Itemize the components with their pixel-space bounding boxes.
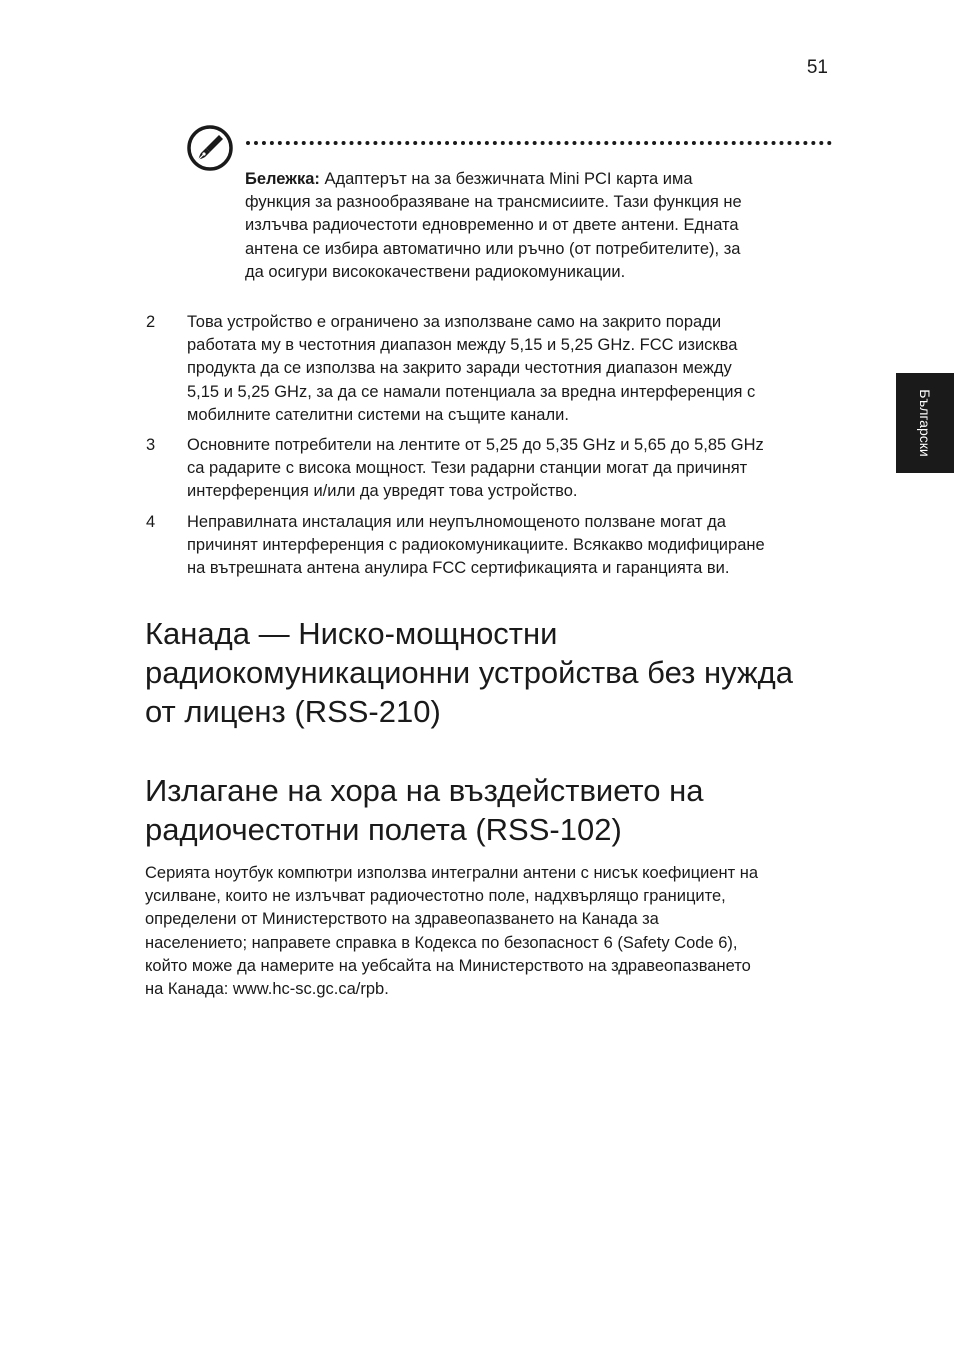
list-number: 3 bbox=[146, 436, 156, 455]
list-line: интерференция и/или да увредят това устройство. bbox=[187, 482, 578, 501]
body-line: определени от Министерството на здравеопазването на Канада за bbox=[145, 910, 659, 929]
heading-line: от лиценз (RSS-210) bbox=[145, 694, 441, 729]
numbered-list bbox=[146, 311, 832, 580]
note-dotted-rule bbox=[246, 141, 832, 145]
heading-line: Излагане на хора на въздействието на bbox=[145, 773, 704, 808]
heading-line: Канада — Ниско-мощностни bbox=[145, 616, 558, 651]
page-number: 51 bbox=[806, 57, 828, 78]
body-line: на Канада: www.hc-sc.gc.ca/rpb. bbox=[145, 980, 389, 999]
note-label: Бележка: bbox=[245, 170, 320, 188]
heading-line: радиочестотни полета (RSS-102) bbox=[145, 812, 622, 847]
note-line: Адаптерът на за безжичната Mini PCI карта има bbox=[319, 170, 693, 188]
list-line: на вътрешната антена анулира FCC сертификацията и гаранцията ви. bbox=[187, 559, 730, 578]
note-line: антена се избира автоматично или ръчно (от потребителите), за bbox=[245, 239, 741, 258]
list-item bbox=[146, 511, 832, 581]
heading-line: радиокомуникационни устройства без нужда bbox=[145, 655, 793, 690]
body-line: Серията ноутбук компютри използва интегрални антени с нисък коефициент на bbox=[145, 864, 759, 882]
section-heading-canada-rss-210 bbox=[145, 614, 845, 731]
note-line: излъчва радиочестоти едновременно и от двете антени. Едната bbox=[245, 216, 739, 235]
list-number: 4 bbox=[146, 512, 156, 531]
body-line: усилване, които не излъчват радиочестотно поле, надхвърлящо границите, bbox=[145, 887, 726, 906]
list-line: работата му в честотния диапазон между 5,15 и 5,25 GHz. FCC изисква bbox=[187, 336, 738, 355]
note-line: функция за разнообразяване на трансмисиите. Тази функция не bbox=[245, 193, 742, 212]
list-line: мобилните сателитни системи на същите канали. bbox=[187, 405, 569, 424]
list-line: 5,15 и 5,25 GHz, за да се намали потенциала за вредна интерференция с bbox=[187, 382, 756, 401]
list-number: 2 bbox=[146, 313, 156, 331]
list-line: Неправилната инсталация или неупълномощеното ползване могат да bbox=[187, 512, 726, 531]
language-tab-label: Български bbox=[917, 389, 933, 457]
pen-nib-icon bbox=[186, 124, 234, 172]
language-side-tab bbox=[896, 373, 954, 473]
list-line: причинят интерференция с радиокомуникациите. Всякакво модифициране bbox=[187, 535, 765, 554]
list-item bbox=[146, 434, 832, 504]
body-paragraph bbox=[145, 862, 835, 1001]
list-line: Основните потребители на лентите от 5,25 до 5,35 GHz и 5,65 до 5,85 GHz bbox=[187, 436, 764, 455]
list-line: са радарите с висока мощност. Тези радарни станции могат да причинят bbox=[187, 459, 748, 478]
note-line: да осигури висококачествени радиокомуникации. bbox=[245, 262, 626, 281]
note-text bbox=[245, 168, 830, 284]
list-item bbox=[146, 311, 832, 427]
body-line: който може да намерите на уебсайта на Министерството на здравеопазването bbox=[145, 956, 751, 975]
body-line: населението; направете справка в Кодекса по безопасност 6 (Safety Code 6), bbox=[145, 933, 738, 952]
section-heading-rss-102 bbox=[145, 771, 845, 849]
list-line: продукта да се използва на закрито заради честотния диапазон между bbox=[187, 359, 732, 378]
list-line: Това устройство е ограничено за използване само на закрито поради bbox=[187, 313, 722, 331]
